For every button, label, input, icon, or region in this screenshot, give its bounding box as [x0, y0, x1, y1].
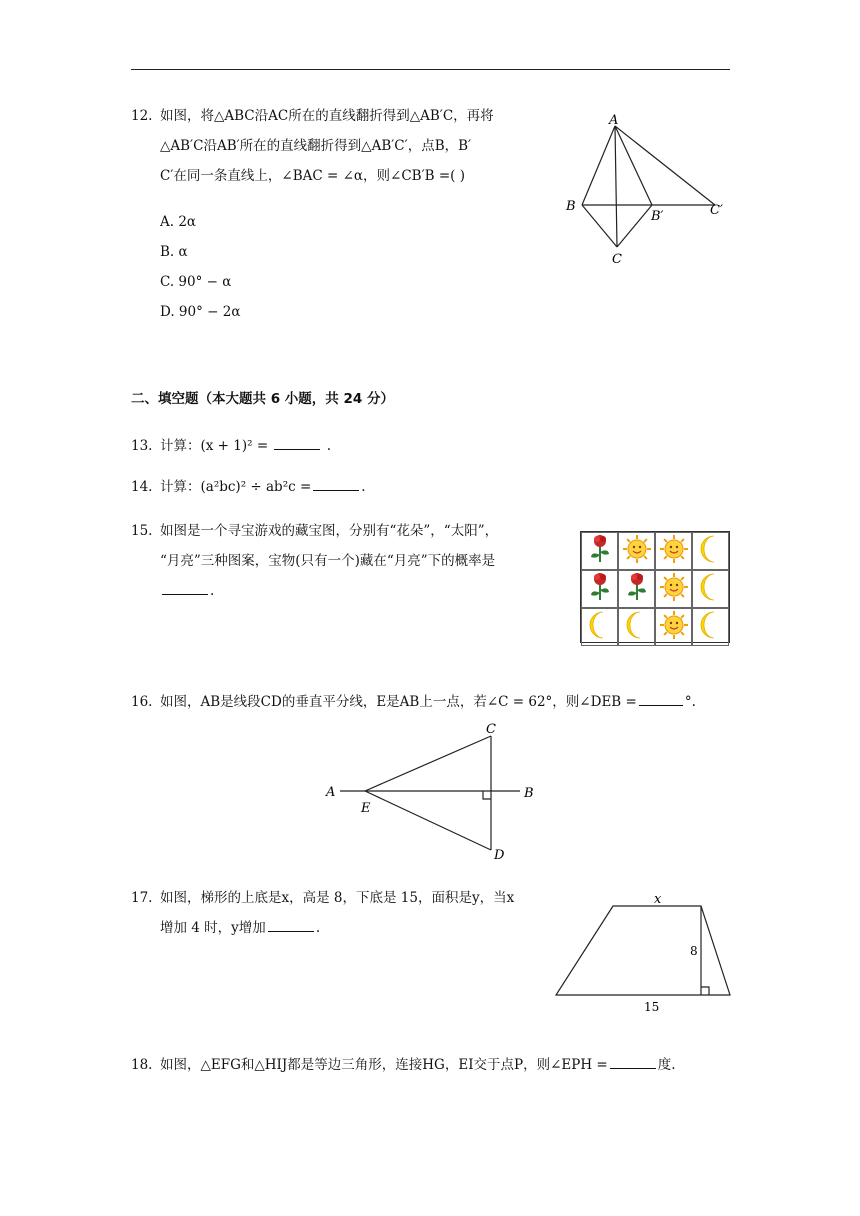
question-line: △AB′C沿AB′所在的直线翻折得到△AB′C′，点B，B′ — [160, 138, 472, 154]
flower-icon — [587, 533, 613, 569]
grid-cell — [581, 532, 618, 570]
option-b[interactable]: B. α — [160, 244, 188, 260]
moon-icon — [696, 533, 726, 569]
sun-icon — [659, 610, 689, 644]
header-rule — [131, 69, 730, 70]
question-text-end: 度. — [657, 1057, 676, 1073]
label-c: C — [612, 252, 622, 267]
label-b: B — [566, 199, 576, 214]
question-text-end: . — [210, 583, 215, 599]
question-text-end: . — [361, 479, 366, 495]
flower-icon — [587, 571, 613, 607]
option-c[interactable]: C. 90° − α — [160, 274, 232, 290]
sun-icon — [659, 534, 689, 568]
label-e: E — [361, 801, 371, 816]
option-a[interactable]: A. 2α — [160, 214, 197, 230]
label-b: B — [524, 786, 534, 801]
question-line: “月亮”三种图案，宝物(只有一个)藏在“月亮”下的概率是 — [160, 553, 496, 569]
grid-cell — [655, 570, 692, 608]
grid-cell — [618, 570, 655, 608]
label-c: C — [486, 722, 496, 737]
section-heading: 二、填空题（本大题共 6 小题，共 24 分） — [131, 391, 394, 407]
question-line: 如图，将△ABC沿AC所在的直线翻折得到△AB′C，再将 — [160, 108, 494, 124]
grid-cell — [692, 532, 729, 570]
question-line: C′在同一条直线上，∠BAC = ∠α，则∠CB′B =( ) — [160, 168, 466, 184]
answer-blank[interactable] — [268, 916, 314, 932]
moon-icon — [622, 609, 652, 645]
label-c-prime: C′ — [710, 203, 723, 218]
question-number: 13. — [131, 438, 153, 454]
grid-cell — [692, 570, 729, 608]
grid-cell — [692, 608, 729, 646]
answer-blank[interactable] — [162, 579, 208, 595]
q16-bisector-figure — [320, 718, 550, 866]
grid-cell — [618, 608, 655, 646]
question-text: 增加 4 时，y增加 — [160, 920, 266, 936]
label-a: A — [326, 785, 336, 800]
answer-blank[interactable] — [610, 1053, 656, 1069]
label-d: D — [494, 848, 505, 863]
question-number: 12. — [131, 108, 153, 124]
grid-cell — [655, 532, 692, 570]
grid-cell — [581, 570, 618, 608]
q12-triangle-figure — [555, 110, 745, 270]
question-number: 15. — [131, 523, 153, 539]
question-text: 计算：(a²bc)² ÷ ab²c = — [160, 479, 312, 495]
question-text: 如图，△EFG和△HIJ都是等边三角形，连接HG，EI交于点P，则∠EPH = — [160, 1057, 608, 1073]
grid-cell — [618, 532, 655, 570]
question-text-end: °. — [684, 694, 696, 710]
grid-cell — [581, 608, 618, 646]
question-number: 14. — [131, 479, 153, 495]
moon-icon — [585, 609, 615, 645]
answer-blank[interactable] — [639, 690, 683, 706]
label-height: 8 — [690, 944, 698, 958]
treasure-map-grid — [580, 531, 730, 643]
label-a: A — [609, 113, 619, 128]
question-text: 如图，AB是线段CD的垂直平分线，E是AB上一点，若∠C = 62°，则∠DEB = — [160, 694, 637, 710]
question-line: 如图，梯形的上底是x，高是 8，下底是 15，面积是y，当x — [160, 890, 515, 906]
flower-icon — [624, 571, 650, 607]
option-d[interactable]: D. 90° − 2α — [160, 304, 241, 320]
moon-icon — [696, 571, 726, 607]
question-text-end: . — [322, 438, 332, 454]
answer-blank[interactable] — [274, 434, 320, 450]
question-number: 16. — [131, 694, 153, 710]
question-number: 17. — [131, 890, 153, 906]
label-base: 15 — [644, 1000, 660, 1014]
answer-blank[interactable] — [313, 475, 359, 491]
sun-icon — [659, 572, 689, 606]
question-line: 如图是一个寻宝游戏的藏宝图，分别有“花朵”，“太阳”， — [160, 523, 499, 539]
q17-trapezoid-figure — [550, 885, 740, 1015]
label-b-prime: B′ — [651, 209, 664, 224]
sun-icon — [622, 534, 652, 568]
question-number: 18. — [131, 1057, 153, 1073]
grid-cell — [655, 608, 692, 646]
question-text-end: . — [315, 920, 321, 936]
label-x: x — [654, 892, 662, 907]
question-text: 计算：(x + 1)² = — [160, 438, 273, 454]
moon-icon — [696, 609, 726, 645]
